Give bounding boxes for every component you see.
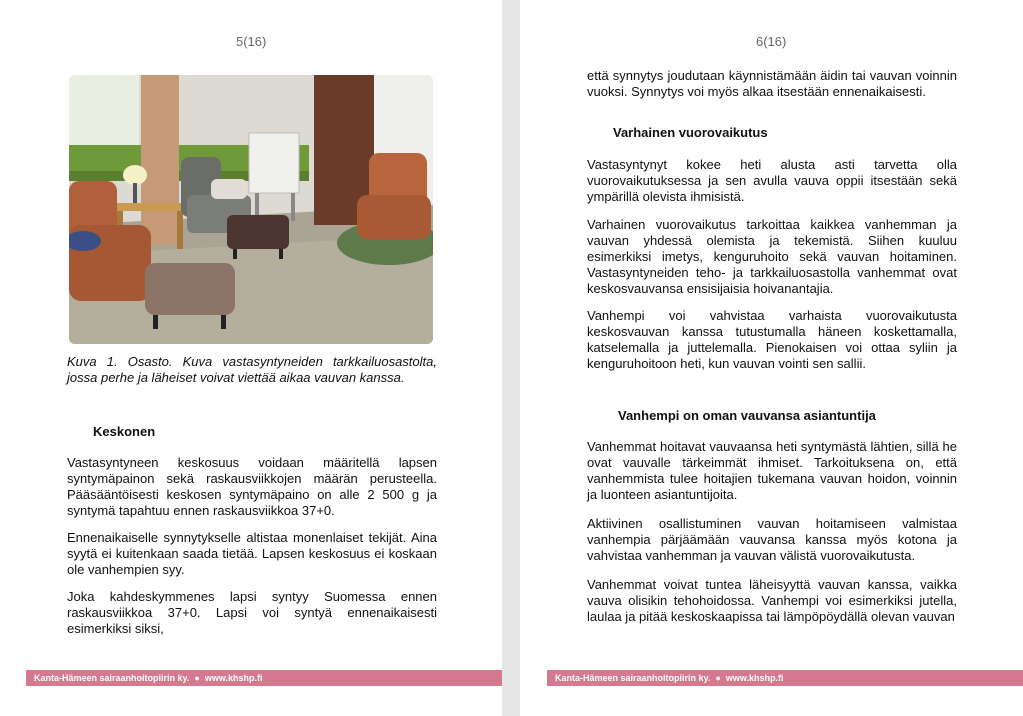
paragraph: Ennenaikaiselle synnytykselle altistaa monenlaiset tekijät. Aina syytä ei kuitenkaan saada tietää. Lapsen keskosuus ei koskaan ole vanhempien syy.: [67, 530, 437, 577]
document-page-right: [520, 0, 1023, 716]
bullet-icon: ●: [715, 673, 721, 683]
footer-organization: Kanta-Hämeen sairaanhoitopiirin ky.: [34, 673, 190, 683]
section-heading-vanhempi-asiantuntija: Vanhempi on oman vauvansa asiantuntija: [618, 408, 876, 423]
bullet-icon: ●: [194, 673, 200, 683]
paragraph: että synnytys joudutaan käynnistämään äidin tai vauvan voinnin vuoksi. Synnytys voi myös alkaa itsestään ennenaikaisesti.: [587, 68, 957, 99]
paragraph: Vanhemmat voivat tuntea läheisyyttä vauvan kanssa, vaikka vauva olisikin tehohoidossa. Vanhempi voi esimerkiksi jutella, laulaa ja pitää keskoskaapissa tai lämpöpöydällä olevan vauvan: [587, 577, 957, 624]
section-heading-varhainen-vuorovaikutus: Varhainen vuorovaikutus: [613, 125, 768, 140]
section-heading-keskonen: Keskonen: [93, 424, 156, 439]
page-number: 6(16): [756, 34, 787, 49]
document-page-left: [0, 0, 502, 716]
paragraph: Vanhempi voi vahvistaa varhaista vuorovaikutusta keskosvauvan kanssa tutustumalla häneen koskettamalla, katselemalla ja juttelemalla. Pienokaisen voi ottaa syliin ja kenguruhoitoon heti, kun vauvan vointi sen sallii.: [587, 308, 957, 371]
page-footer: [26, 670, 502, 686]
ward-room-illustration: [69, 75, 433, 344]
page-number: 5(16): [236, 34, 267, 49]
paragraph: Aktiivinen osallistuminen vauvan hoitamiseen valmistaa vanhempia pärjäämään vauvansa kanssa myös kotona ja vahvistaa vanhemman ja vauvan välistä vuorovaikutusta.: [587, 516, 957, 563]
paragraph: Vanhemmat hoitavat vauvaansa heti syntymästä lähtien, sillä he ovat vauvalle tärkeimmät ihmiset. Tarkoituksena on, että vanhemmista tulee hoitajien tukemana vauvan hoidon, voinnin ja luonteen asiantuntijoita.: [587, 439, 957, 502]
page-footer: [547, 670, 1023, 686]
footer-url[interactable]: www.khshp.fi: [204, 673, 263, 683]
ward-room-photo: [69, 75, 433, 344]
paragraph: Vastasyntyneen keskosuus voidaan määritellä lapsen syntymäpainon sekä raskausviikkojen määrän perusteella. Pääsääntöisesti keskosen syntymäpaino on alle 2 500 g ja syntymä tapahtuu ennen raskausviikkoa 37+0.: [67, 455, 437, 518]
paragraph: Vastasyntynyt kokee heti alusta asti tarvetta olla vuorovaikutuksessa ja sen avulla vauva oppii itsestään sekä ympärillä olevista ihmisistä.: [587, 157, 957, 204]
photo-caption: Kuva 1. Osasto. Kuva vastasyntyneiden tarkkailuosastolta, jossa perhe ja läheiset voivat viettää aikaa vauvan kanssa.: [67, 354, 437, 385]
footer-url[interactable]: www.khshp.fi: [725, 673, 784, 683]
footer-organization: Kanta-Hämeen sairaanhoitopiirin ky.: [555, 673, 711, 683]
paragraph: Joka kahdeskymmenes lapsi syntyy Suomessa ennen raskausviikkoa 37+0. Lapsi voi syntyä ennenaikaisesti esimerkiksi siksi,: [67, 589, 437, 636]
paragraph: Varhainen vuorovaikutus tarkoittaa kaikkea vanhemman ja vauvan yhdessä olemista ja tekemistä. Siihen kuuluu esimerkiksi imetys, kenguruhoito sekä vauvan hoitaminen. Vastasyntyneiden teho- ja tarkkailuosastolla vanhemmat ovat keskosvauvansa ensisijaisia hoivanantajia.: [587, 217, 957, 296]
